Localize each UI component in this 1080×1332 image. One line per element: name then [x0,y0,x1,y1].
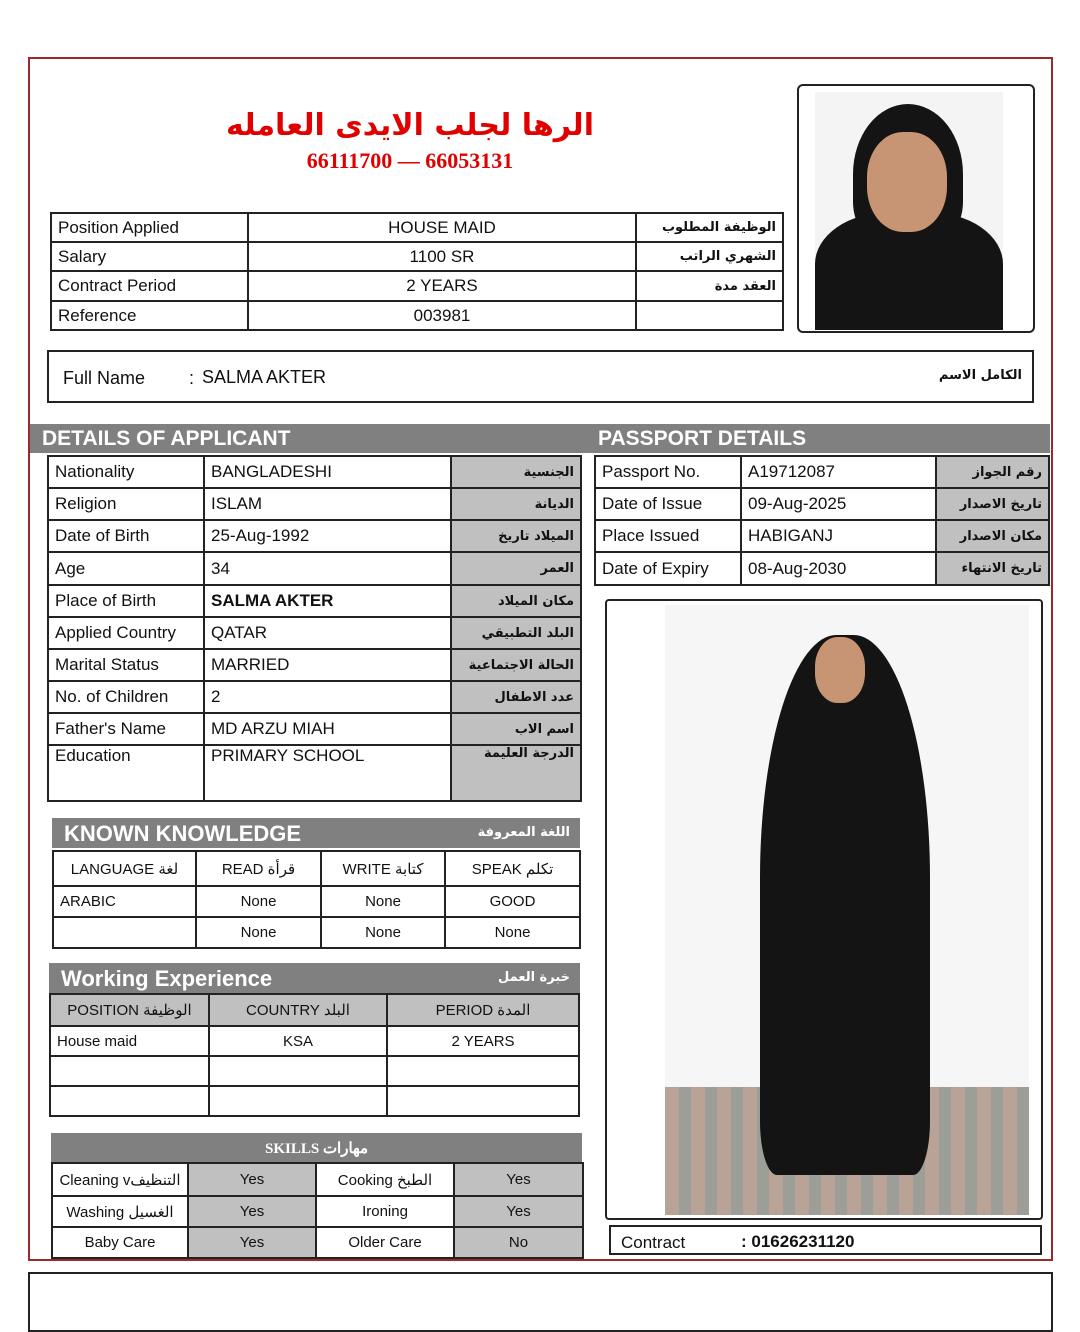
table-row [50,1056,579,1086]
skills-table [51,1162,584,1259]
field-arabic: الجنسية [451,456,581,488]
field-arabic: العمر [451,552,581,585]
table-cell: None [445,917,580,948]
table-row [50,1086,579,1116]
skill-cell: Yes [188,1163,316,1196]
table-cell: None [321,886,445,917]
table-row [52,1196,583,1227]
field-value: ISLAM [204,488,451,520]
column-header: WRITE كتابة [321,851,445,886]
colon: : [189,368,195,388]
section-bar [30,424,1050,453]
row-value: HOUSE MAID [248,213,636,242]
field-value: SALMA AKTER [204,585,451,617]
skill-cell: No [454,1227,583,1258]
field-arabic: الديانة [451,488,581,520]
field-label: Nationality [48,456,204,488]
table-cell [50,1056,209,1086]
field-label: Marital Status [48,649,204,681]
skill-cell: Cleaning vالتنظيف [52,1163,188,1196]
field-arabic: رقم الجواز [936,456,1049,488]
table-cell: GOOD [445,886,580,917]
table-row [48,617,581,649]
knowledge-title: KNOWN KNOWLEDGE [64,821,302,846]
table-row [48,681,581,713]
skill-cell: Washing الغسيل [52,1196,188,1227]
field-arabic: الدرجة العليمة [451,745,581,801]
table-row [51,271,783,301]
field-arabic: عدد الاطفال [451,681,581,713]
knowledge-bar [52,818,580,848]
table-row [52,1227,583,1258]
field-value: MD ARZU MIAH [204,713,451,745]
experience-table [49,993,580,1117]
column-header: COUNTRY البلد [209,994,387,1026]
row-arabic: العقد مدة [636,271,783,301]
field-value: 08-Aug-2030 [741,552,936,585]
table-row [51,301,783,330]
field-label: Passport No. [595,456,741,488]
field-label: Date of Issue [595,488,741,520]
row-label: Contract Period [51,271,248,301]
table-row [595,552,1049,585]
field-label: Place Issued [595,520,741,552]
field-label: No. of Children [48,681,204,713]
experience-arabic: خبرة العمل [498,970,570,985]
field-value: MARRIED [204,649,451,681]
skill-cell: Yes [454,1163,583,1196]
skill-cell: Older Care [316,1227,454,1258]
table-cell: None [321,917,445,948]
column-header: READ قرأة [196,851,321,886]
position-table [50,212,784,331]
field-arabic: مكان الاصدار [936,520,1049,552]
table-row [48,520,581,552]
skill-cell: Baby Care [52,1227,188,1258]
field-arabic: تاريخ الاصدار [936,488,1049,520]
field-arabic: مكان الميلاد [451,585,581,617]
table-cell [387,1056,579,1086]
skill-cell: Ironing [316,1196,454,1227]
header-row [50,994,579,1026]
full-body-photo [665,605,1029,1215]
field-value: 09-Aug-2025 [741,488,936,520]
column-header: POSITION الوظيفة [50,994,209,1026]
field-label: Date of Birth [48,520,204,552]
contract-label: Contract [621,1233,686,1252]
table-cell: None [196,917,321,948]
field-value: A19712087 [741,456,936,488]
field-arabic: البلد التطبيقي [451,617,581,649]
row-arabic [636,301,783,330]
passport-title: PASSPORT DETAILS [598,427,807,450]
skills-title: SKILLS مهارات [264,1141,368,1157]
table-cell: KSA [209,1026,387,1056]
agency-phones: 66111700 — 66053131 [306,148,514,173]
table-row [53,886,580,917]
table-row [48,552,581,585]
table-cell [209,1056,387,1086]
field-label: Father's Name [48,713,204,745]
skills-bar [51,1133,582,1162]
skill-cell: Yes [454,1196,583,1227]
table-cell: None [196,886,321,917]
skill-cell: Cooking الطبخ [316,1163,454,1196]
table-row [595,488,1049,520]
field-arabic: الميلاد تاريخ [451,520,581,552]
table-cell: House maid [50,1026,209,1056]
field-label: Date of Expiry [595,552,741,585]
full-name-value: SALMA AKTER [202,367,327,387]
table-row [52,1163,583,1196]
portrait-photo [815,92,1003,330]
table-row [48,649,581,681]
passport-table [594,455,1050,586]
table-row [48,745,581,801]
experience-title: Working Experience [61,966,273,991]
row-value: 2 YEARS [248,271,636,301]
contract-row [609,1225,1042,1255]
applicant-table [47,455,582,802]
field-value: QATAR [204,617,451,649]
field-value: 25-Aug-1992 [204,520,451,552]
row-value: 003981 [248,301,636,330]
field-arabic: الحالة الاجتماعية [451,649,581,681]
contract-value: : 01626231120 [741,1232,855,1251]
column-header: PERIOD المدة [387,994,579,1026]
column-header: SPEAK تكلم [445,851,580,886]
skill-cell: Yes [188,1196,316,1227]
row-label: Salary [51,242,248,271]
applicant-title: DETAILS OF APPLICANT [42,427,291,450]
row-label: Reference [51,301,248,330]
table-row [595,520,1049,552]
table-cell [50,1086,209,1116]
table-row [50,1026,579,1056]
field-value: PRIMARY SCHOOL [204,745,451,801]
next-page-frame [28,1272,1053,1332]
table-cell: 2 YEARS [387,1026,579,1056]
agency-name: الرها لجلب الايدى العامله [226,108,594,143]
field-label: Place of Birth [48,585,204,617]
column-header: LANGUAGE لغة [53,851,196,886]
table-cell [387,1086,579,1116]
experience-bar [49,963,580,993]
field-label: Religion [48,488,204,520]
table-row [48,585,581,617]
table-row [48,713,581,745]
portrait-photo-frame [797,84,1035,333]
field-arabic: تاريخ الانتهاء [936,552,1049,585]
field-arabic: اسم الاب [451,713,581,745]
table-cell: ARABIC [53,886,196,917]
table-cell [209,1086,387,1116]
full-name-label: Full Name [63,368,146,388]
row-value: 1100 SR [248,242,636,271]
row-label: Position Applied [51,213,248,242]
field-value: 2 [204,681,451,713]
full-name-arabic: الكامل الاسم [938,368,1022,383]
table-row [48,488,581,520]
table-row [48,456,581,488]
row-arabic: الشهري الراتب [636,242,783,271]
table-row [595,456,1049,488]
full-body-photo-frame [605,599,1043,1220]
full-name-row [47,350,1034,403]
skill-cell: Yes [188,1227,316,1258]
table-row [51,213,783,242]
row-arabic: الوظيفة المطلوب [636,213,783,242]
knowledge-table [52,850,581,949]
field-label: Education [48,745,204,801]
knowledge-arabic: اللغة المعروفة [477,825,570,840]
field-label: Applied Country [48,617,204,649]
field-value: 34 [204,552,451,585]
field-value: HABIGANJ [741,520,936,552]
header-row [53,851,580,886]
table-row [53,917,580,948]
field-label: Age [48,552,204,585]
table-row [51,242,783,271]
table-cell [53,917,196,948]
field-value: BANGLADESHI [204,456,451,488]
